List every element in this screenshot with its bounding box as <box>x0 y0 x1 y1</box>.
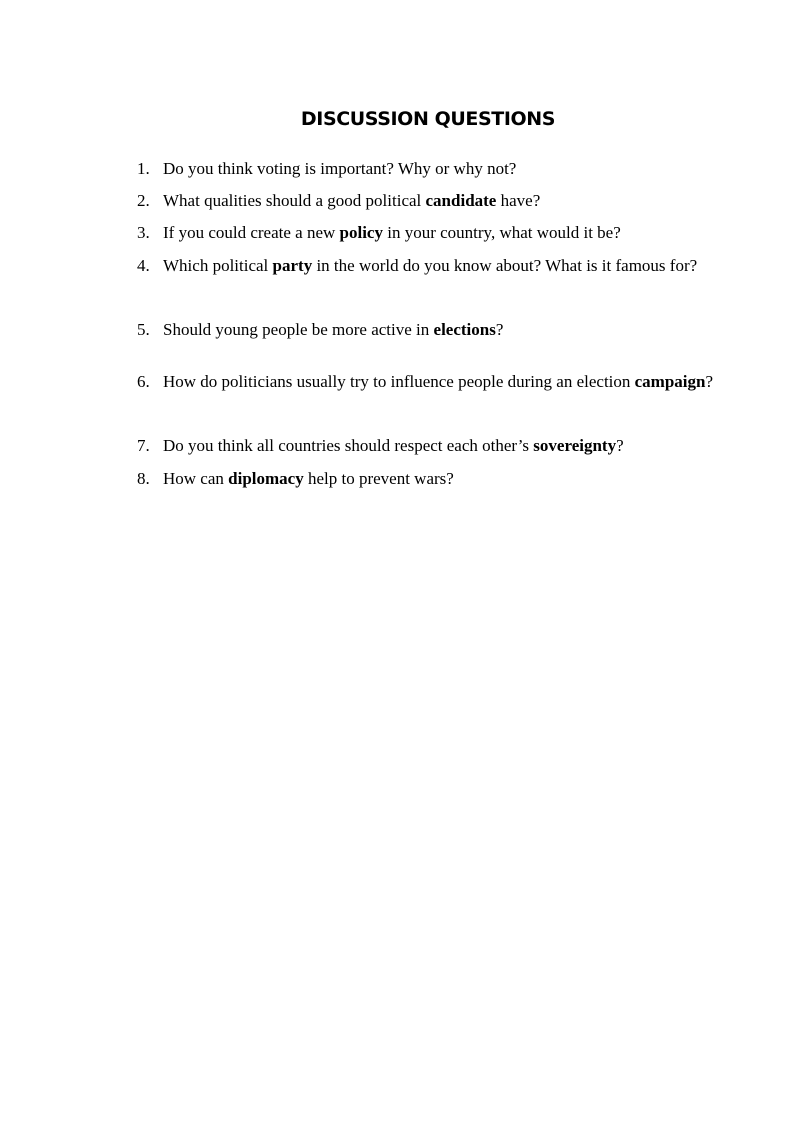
keyword: diplomacy <box>228 469 304 488</box>
item-number: 6. <box>137 372 150 391</box>
question-text: Do you think all countries should respect each other’s sovereignty? <box>163 436 624 455</box>
question-text: If you could create a new policy in your country, what would it be? <box>163 223 621 242</box>
question-text: Should young people be more active in elections? <box>163 320 504 339</box>
item-number: 5. <box>137 320 150 339</box>
page-title: DISCUSSION QUESTIONS <box>300 108 556 130</box>
item-number: 3. <box>137 223 150 242</box>
item-number: 7. <box>137 436 150 455</box>
item-number: 2. <box>137 191 150 210</box>
question-text: Do you think voting is important? Why or why not? <box>163 159 517 178</box>
question-text: How do politicians usually try to influence people during an election campaign? <box>163 372 714 391</box>
item-number: 1. <box>137 159 150 178</box>
keyword: candidate <box>425 191 497 210</box>
question-text: What qualities should a good political candidate have? <box>163 191 541 210</box>
keyword: sovereignty <box>533 436 617 455</box>
keyword: policy <box>339 223 383 242</box>
question-text: Which political party in the world do you know about? What is it famous for? <box>163 256 698 275</box>
item-number: 4. <box>137 256 150 275</box>
keyword: elections <box>433 320 496 339</box>
item-number: 8. <box>137 469 150 488</box>
keyword: party <box>272 256 313 275</box>
question-text: How can diplomacy help to prevent wars? <box>163 469 454 488</box>
keyword: campaign <box>634 372 706 391</box>
